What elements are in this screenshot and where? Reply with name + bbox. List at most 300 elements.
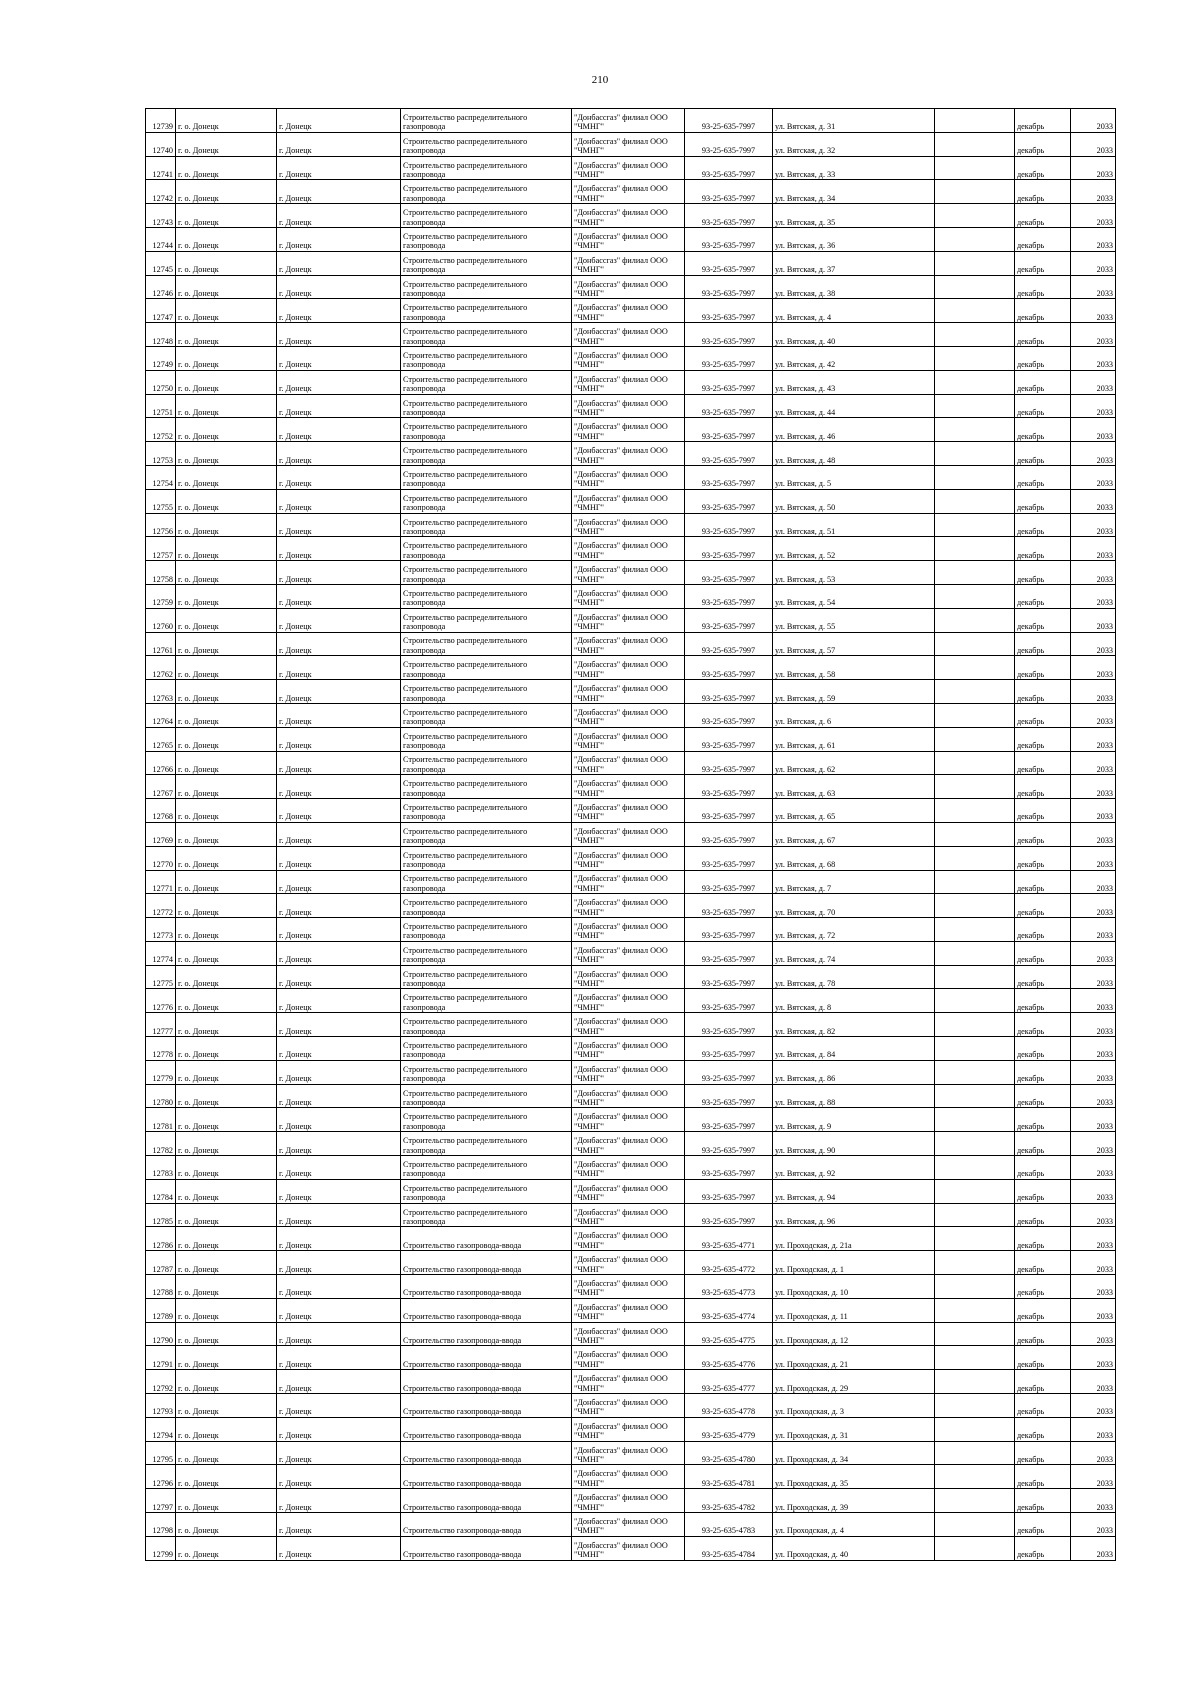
row-number-cell: 12739 (146, 109, 176, 133)
organization-cell: "Донбассгаз" филиал ООО "ЧМНГ" (572, 632, 685, 656)
row-number-cell: 12763 (146, 680, 176, 704)
work-type-cell: Строительство газопровода-ввода (401, 1441, 572, 1465)
table-row (146, 846, 1116, 870)
empty-cell (935, 989, 1015, 1013)
address-cell: ул. Вятская, д. 86 (773, 1060, 935, 1084)
table-row (146, 370, 1116, 394)
year-cell: 2033 (1071, 584, 1116, 608)
row-number-cell: 12756 (146, 513, 176, 537)
object-code-cell: 93-25-635-7997 (685, 537, 773, 561)
work-type-cell: Строительство газопровода-ввода (401, 1513, 572, 1537)
district-cell: г. о. Донецк (176, 1370, 277, 1394)
year-cell: 2033 (1071, 1179, 1116, 1203)
address-cell: ул. Вятская, д. 44 (773, 394, 935, 418)
object-code-cell: 93-25-635-7997 (685, 608, 773, 632)
city-cell: г. Донецк (277, 299, 401, 323)
work-type-cell: Строительство распределительного газопровода (401, 584, 572, 608)
empty-cell (935, 465, 1015, 489)
year-cell: 2033 (1071, 656, 1116, 680)
address-cell: ул. Вятская, д. 4 (773, 299, 935, 323)
work-type-cell: Строительство распределительного газопровода (401, 799, 572, 823)
address-cell: ул. Вятская, д. 61 (773, 727, 935, 751)
organization-cell: "Донбассгаз" филиал ООО "ЧМНГ" (572, 703, 685, 727)
organization-cell: "Донбассгаз" филиал ООО "ЧМНГ" (572, 608, 685, 632)
organization-cell: "Донбассгаз" филиал ООО "ЧМНГ" (572, 513, 685, 537)
year-cell: 2033 (1071, 323, 1116, 347)
city-cell: г. Донецк (277, 1013, 401, 1037)
address-cell: ул. Вятская, д. 72 (773, 918, 935, 942)
city-cell: г. Донецк (277, 346, 401, 370)
month-cell: декабрь (1015, 1298, 1071, 1322)
row-number-cell: 12789 (146, 1298, 176, 1322)
city-cell: г. Донецк (277, 561, 401, 585)
district-cell: г. о. Донецк (176, 1394, 277, 1418)
city-cell: г. Донецк (277, 1037, 401, 1061)
city-cell: г. Донецк (277, 180, 401, 204)
month-cell: декабрь (1015, 1060, 1071, 1084)
table-row (146, 323, 1116, 347)
row-number-cell: 12776 (146, 989, 176, 1013)
district-cell: г. о. Донецк (176, 1108, 277, 1132)
row-number-cell: 12779 (146, 1060, 176, 1084)
organization-cell: "Донбассгаз" филиал ООО "ЧМНГ" (572, 132, 685, 156)
work-type-cell: Строительство распределительного газопровода (401, 894, 572, 918)
table-row (146, 1084, 1116, 1108)
city-cell: г. Донецк (277, 442, 401, 466)
table-row (146, 1156, 1116, 1180)
object-code-cell: 93-25-635-7997 (685, 727, 773, 751)
city-cell: г. Донецк (277, 394, 401, 418)
district-cell: г. о. Донецк (176, 965, 277, 989)
address-cell: ул. Вятская, д. 32 (773, 132, 935, 156)
city-cell: г. Донецк (277, 156, 401, 180)
empty-cell (935, 1251, 1015, 1275)
object-code-cell: 93-25-635-7997 (685, 156, 773, 180)
address-cell: ул. Вятская, д. 63 (773, 775, 935, 799)
year-cell: 2033 (1071, 1203, 1116, 1227)
organization-cell: "Донбассгаз" филиал ООО "ЧМНГ" (572, 775, 685, 799)
district-cell: г. о. Донецк (176, 799, 277, 823)
object-code-cell: 93-25-635-4773 (685, 1275, 773, 1299)
work-type-cell: Строительство газопровода-ввода (401, 1275, 572, 1299)
address-cell: ул. Вятская, д. 36 (773, 227, 935, 251)
empty-cell (935, 275, 1015, 299)
organization-cell: "Донбассгаз" филиал ООО "ЧМНГ" (572, 1013, 685, 1037)
year-cell: 2033 (1071, 1275, 1116, 1299)
empty-cell (935, 822, 1015, 846)
work-type-cell: Строительство распределительного газопровода (401, 632, 572, 656)
work-type-cell: Строительство распределительного газопровода (401, 1060, 572, 1084)
work-type-cell: Строительство распределительного газопровода (401, 822, 572, 846)
month-cell: декабрь (1015, 751, 1071, 775)
month-cell: декабрь (1015, 132, 1071, 156)
empty-cell (935, 870, 1015, 894)
month-cell: декабрь (1015, 894, 1071, 918)
table-row (146, 1179, 1116, 1203)
work-type-cell: Строительство распределительного газопровода (401, 918, 572, 942)
organization-cell: "Донбассгаз" филиал ООО "ЧМНГ" (572, 727, 685, 751)
table-row (146, 775, 1116, 799)
address-cell: ул. Проходская, д. 29 (773, 1370, 935, 1394)
object-code-cell: 93-25-635-7997 (685, 799, 773, 823)
row-number-cell: 12775 (146, 965, 176, 989)
row-number-cell: 12787 (146, 1251, 176, 1275)
organization-cell: "Донбассгаз" филиал ООО "ЧМНГ" (572, 1227, 685, 1251)
object-code-cell: 93-25-635-4780 (685, 1441, 773, 1465)
row-number-cell: 12760 (146, 608, 176, 632)
object-code-cell: 93-25-635-7997 (685, 489, 773, 513)
empty-cell (935, 156, 1015, 180)
city-cell: г. Донецк (277, 1536, 401, 1560)
organization-cell: "Донбассгаз" филиал ООО "ЧМНГ" (572, 489, 685, 513)
year-cell: 2033 (1071, 965, 1116, 989)
organization-cell: "Донбассгаз" филиал ООО "ЧМНГ" (572, 109, 685, 133)
table-row (146, 799, 1116, 823)
registry-table (145, 108, 1116, 1561)
year-cell: 2033 (1071, 1037, 1116, 1061)
table-row (146, 1370, 1116, 1394)
city-cell: г. Донецк (277, 489, 401, 513)
row-number-cell: 12784 (146, 1179, 176, 1203)
work-type-cell: Строительство распределительного газопровода (401, 941, 572, 965)
empty-cell (935, 1203, 1015, 1227)
table-row (146, 656, 1116, 680)
object-code-cell: 93-25-635-7997 (685, 1179, 773, 1203)
city-cell: г. Донецк (277, 1179, 401, 1203)
object-code-cell: 93-25-635-7997 (685, 323, 773, 347)
city-cell: г. Донецк (277, 109, 401, 133)
row-number-cell: 12740 (146, 132, 176, 156)
city-cell: г. Донецк (277, 727, 401, 751)
organization-cell: "Донбассгаз" филиал ООО "ЧМНГ" (572, 799, 685, 823)
city-cell: г. Донецк (277, 1132, 401, 1156)
table-row (146, 561, 1116, 585)
object-code-cell: 93-25-635-7997 (685, 204, 773, 228)
empty-cell (935, 703, 1015, 727)
table-row (146, 870, 1116, 894)
row-number-cell: 12792 (146, 1370, 176, 1394)
object-code-cell: 93-25-635-7997 (685, 751, 773, 775)
work-type-cell: Строительство распределительного газопровода (401, 227, 572, 251)
address-cell: ул. Проходская, д. 12 (773, 1322, 935, 1346)
work-type-cell: Строительство распределительного газопровода (401, 965, 572, 989)
table-row (146, 442, 1116, 466)
year-cell: 2033 (1071, 1513, 1116, 1537)
work-type-cell: Строительство распределительного газопровода (401, 251, 572, 275)
address-cell: ул. Проходская, д. 35 (773, 1465, 935, 1489)
empty-cell (935, 656, 1015, 680)
year-cell: 2033 (1071, 561, 1116, 585)
city-cell: г. Донецк (277, 323, 401, 347)
address-cell: ул. Вятская, д. 9 (773, 1108, 935, 1132)
work-type-cell: Строительство распределительного газопровода (401, 537, 572, 561)
row-number-cell: 12757 (146, 537, 176, 561)
table-row (146, 727, 1116, 751)
empty-cell (935, 799, 1015, 823)
empty-cell (935, 727, 1015, 751)
district-cell: г. о. Донецк (176, 1084, 277, 1108)
district-cell: г. о. Донецк (176, 394, 277, 418)
organization-cell: "Донбассгаз" филиал ООО "ЧМНГ" (572, 1179, 685, 1203)
organization-cell: "Донбассгаз" филиал ООО "ЧМНГ" (572, 1084, 685, 1108)
table-row (146, 1203, 1116, 1227)
row-number-cell: 12786 (146, 1227, 176, 1251)
year-cell: 2033 (1071, 870, 1116, 894)
month-cell: декабрь (1015, 109, 1071, 133)
year-cell: 2033 (1071, 132, 1116, 156)
address-cell: ул. Проходская, д. 34 (773, 1441, 935, 1465)
district-cell: г. о. Донецк (176, 251, 277, 275)
city-cell: г. Донецк (277, 1513, 401, 1537)
object-code-cell: 93-25-635-7997 (685, 180, 773, 204)
city-cell: г. Донецк (277, 751, 401, 775)
address-cell: ул. Вятская, д. 8 (773, 989, 935, 1013)
year-cell: 2033 (1071, 1465, 1116, 1489)
city-cell: г. Донецк (277, 1251, 401, 1275)
row-number-cell: 12764 (146, 703, 176, 727)
object-code-cell: 93-25-635-7997 (685, 1156, 773, 1180)
table-row (146, 513, 1116, 537)
table-row (146, 1346, 1116, 1370)
organization-cell: "Донбассгаз" филиал ООО "ЧМНГ" (572, 1060, 685, 1084)
district-cell: г. о. Донецк (176, 156, 277, 180)
object-code-cell: 93-25-635-7997 (685, 465, 773, 489)
object-code-cell: 93-25-635-7997 (685, 1037, 773, 1061)
month-cell: декабрь (1015, 1156, 1071, 1180)
district-cell: г. о. Донецк (176, 918, 277, 942)
district-cell: г. о. Донецк (176, 1156, 277, 1180)
work-type-cell: Строительство распределительного газопровода (401, 1132, 572, 1156)
month-cell: декабрь (1015, 870, 1071, 894)
row-number-cell: 12745 (146, 251, 176, 275)
table-row (146, 489, 1116, 513)
object-code-cell: 93-25-635-7997 (685, 989, 773, 1013)
address-cell: ул. Вятская, д. 96 (773, 1203, 935, 1227)
organization-cell: "Донбассгаз" филиал ООО "ЧМНГ" (572, 1536, 685, 1560)
work-type-cell: Строительство распределительного газопровода (401, 1179, 572, 1203)
month-cell: декабрь (1015, 299, 1071, 323)
row-number-cell: 12771 (146, 870, 176, 894)
work-type-cell: Строительство распределительного газопровода (401, 656, 572, 680)
month-cell: декабрь (1015, 1251, 1071, 1275)
row-number-cell: 12759 (146, 584, 176, 608)
row-number-cell: 12772 (146, 894, 176, 918)
object-code-cell: 93-25-635-7997 (685, 442, 773, 466)
month-cell: декабрь (1015, 1489, 1071, 1513)
empty-cell (935, 1441, 1015, 1465)
district-cell: г. о. Донецк (176, 1465, 277, 1489)
address-cell: ул. Вятская, д. 43 (773, 370, 935, 394)
district-cell: г. о. Донецк (176, 846, 277, 870)
district-cell: г. о. Донецк (176, 703, 277, 727)
table-row (146, 204, 1116, 228)
work-type-cell: Строительство распределительного газопровода (401, 465, 572, 489)
district-cell: г. о. Донецк (176, 1251, 277, 1275)
table-row (146, 703, 1116, 727)
year-cell: 2033 (1071, 299, 1116, 323)
year-cell: 2033 (1071, 680, 1116, 704)
empty-cell (935, 632, 1015, 656)
empty-cell (935, 346, 1015, 370)
organization-cell: "Донбассгаз" филиал ООО "ЧМНГ" (572, 465, 685, 489)
address-cell: ул. Вятская, д. 84 (773, 1037, 935, 1061)
object-code-cell: 93-25-635-4779 (685, 1417, 773, 1441)
table-row (146, 299, 1116, 323)
district-cell: г. о. Донецк (176, 1037, 277, 1061)
work-type-cell: Строительство распределительного газопровода (401, 727, 572, 751)
address-cell: ул. Проходская, д. 40 (773, 1536, 935, 1560)
organization-cell: "Донбассгаз" филиал ООО "ЧМНГ" (572, 1394, 685, 1418)
year-cell: 2033 (1071, 989, 1116, 1013)
table-row (146, 1037, 1116, 1061)
city-cell: г. Донецк (277, 1441, 401, 1465)
year-cell: 2033 (1071, 775, 1116, 799)
district-cell: г. о. Донецк (176, 442, 277, 466)
organization-cell: "Донбассгаз" филиал ООО "ЧМНГ" (572, 1275, 685, 1299)
object-code-cell: 93-25-635-7997 (685, 632, 773, 656)
row-number-cell: 12743 (146, 204, 176, 228)
row-number-cell: 12777 (146, 1013, 176, 1037)
year-cell: 2033 (1071, 632, 1116, 656)
address-cell: ул. Вятская, д. 65 (773, 799, 935, 823)
work-type-cell: Строительство распределительного газопровода (401, 275, 572, 299)
year-cell: 2033 (1071, 751, 1116, 775)
year-cell: 2033 (1071, 1060, 1116, 1084)
row-number-cell: 12781 (146, 1108, 176, 1132)
empty-cell (935, 180, 1015, 204)
city-cell: г. Донецк (277, 1156, 401, 1180)
address-cell: ул. Вятская, д. 33 (773, 156, 935, 180)
row-number-cell: 12751 (146, 394, 176, 418)
object-code-cell: 93-25-635-4782 (685, 1489, 773, 1513)
year-cell: 2033 (1071, 204, 1116, 228)
address-cell: ул. Вятская, д. 67 (773, 822, 935, 846)
district-cell: г. о. Донецк (176, 275, 277, 299)
work-type-cell: Строительство распределительного газопровода (401, 109, 572, 133)
row-number-cell: 12741 (146, 156, 176, 180)
district-cell: г. о. Донецк (176, 1417, 277, 1441)
organization-cell: "Донбассгаз" филиал ООО "ЧМНГ" (572, 227, 685, 251)
city-cell: г. Донецк (277, 680, 401, 704)
work-type-cell: Строительство газопровода-ввода (401, 1298, 572, 1322)
table-row (146, 346, 1116, 370)
empty-cell (935, 1084, 1015, 1108)
work-type-cell: Строительство распределительного газопровода (401, 680, 572, 704)
address-cell: ул. Вятская, д. 6 (773, 703, 935, 727)
address-cell: ул. Проходская, д. 11 (773, 1298, 935, 1322)
row-number-cell: 12750 (146, 370, 176, 394)
year-cell: 2033 (1071, 394, 1116, 418)
month-cell: декабрь (1015, 204, 1071, 228)
address-cell: ул. Вятская, д. 94 (773, 1179, 935, 1203)
work-type-cell: Строительство распределительного газопровода (401, 418, 572, 442)
table-row (146, 941, 1116, 965)
table-row (146, 1060, 1116, 1084)
work-type-cell: Строительство распределительного газопровода (401, 1084, 572, 1108)
city-cell: г. Донецк (277, 1275, 401, 1299)
district-cell: г. о. Донецк (176, 1227, 277, 1251)
city-cell: г. Донецк (277, 513, 401, 537)
month-cell: декабрь (1015, 918, 1071, 942)
empty-cell (935, 584, 1015, 608)
row-number-cell: 12766 (146, 751, 176, 775)
table-row (146, 180, 1116, 204)
address-cell: ул. Вятская, д. 40 (773, 323, 935, 347)
organization-cell: "Донбассгаз" филиал ООО "ЧМНГ" (572, 1251, 685, 1275)
table-row (146, 1441, 1116, 1465)
city-cell: г. Донецк (277, 1417, 401, 1441)
object-code-cell: 93-25-635-4777 (685, 1370, 773, 1394)
month-cell: декабрь (1015, 727, 1071, 751)
empty-cell (935, 608, 1015, 632)
city-cell: г. Донецк (277, 703, 401, 727)
city-cell: г. Донецк (277, 537, 401, 561)
city-cell: г. Донецк (277, 941, 401, 965)
city-cell: г. Донецк (277, 251, 401, 275)
organization-cell: "Донбассгаз" филиал ООО "ЧМНГ" (572, 1203, 685, 1227)
district-cell: г. о. Донецк (176, 1346, 277, 1370)
organization-cell: "Донбассгаз" филиал ООО "ЧМНГ" (572, 584, 685, 608)
work-type-cell: Строительство распределительного газопровода (401, 394, 572, 418)
city-cell: г. Донецк (277, 870, 401, 894)
object-code-cell: 93-25-635-4776 (685, 1346, 773, 1370)
object-code-cell: 93-25-635-4774 (685, 1298, 773, 1322)
address-cell: ул. Проходская, д. 39 (773, 1489, 935, 1513)
empty-cell (935, 1346, 1015, 1370)
year-cell: 2033 (1071, 1156, 1116, 1180)
month-cell: декабрь (1015, 799, 1071, 823)
district-cell: г. о. Донецк (176, 1513, 277, 1537)
empty-cell (935, 370, 1015, 394)
city-cell: г. Донецк (277, 465, 401, 489)
object-code-cell: 93-25-635-7997 (685, 965, 773, 989)
address-cell: ул. Проходская, д. 4 (773, 1513, 935, 1537)
organization-cell: "Донбассгаз" филиал ООО "ЧМНГ" (572, 442, 685, 466)
district-cell: г. о. Донецк (176, 323, 277, 347)
year-cell: 2033 (1071, 442, 1116, 466)
district-cell: г. о. Донецк (176, 299, 277, 323)
empty-cell (935, 1513, 1015, 1537)
year-cell: 2033 (1071, 1536, 1116, 1560)
table-row (146, 1275, 1116, 1299)
organization-cell: "Донбассгаз" филиал ООО "ЧМНГ" (572, 394, 685, 418)
district-cell: г. о. Донецк (176, 751, 277, 775)
table-row (146, 822, 1116, 846)
table-row (146, 1417, 1116, 1441)
row-number-cell: 12785 (146, 1203, 176, 1227)
empty-cell (935, 941, 1015, 965)
row-number-cell: 12767 (146, 775, 176, 799)
empty-cell (935, 1394, 1015, 1418)
city-cell: г. Донецк (277, 1489, 401, 1513)
work-type-cell: Строительство газопровода-ввода (401, 1346, 572, 1370)
month-cell: декабрь (1015, 703, 1071, 727)
object-code-cell: 93-25-635-4778 (685, 1394, 773, 1418)
organization-cell: "Донбассгаз" филиал ООО "ЧМНГ" (572, 180, 685, 204)
empty-cell (935, 1536, 1015, 1560)
work-type-cell: Строительство распределительного газопровода (401, 132, 572, 156)
address-cell: ул. Проходская, д. 31 (773, 1417, 935, 1441)
row-number-cell: 12791 (146, 1346, 176, 1370)
district-cell: г. о. Донецк (176, 608, 277, 632)
district-cell: г. о. Донецк (176, 632, 277, 656)
year-cell: 2033 (1071, 1132, 1116, 1156)
month-cell: декабрь (1015, 537, 1071, 561)
city-cell: г. Донецк (277, 1394, 401, 1418)
work-type-cell: Строительство распределительного газопровода (401, 1013, 572, 1037)
district-cell: г. о. Донецк (176, 132, 277, 156)
object-code-cell: 93-25-635-7997 (685, 918, 773, 942)
